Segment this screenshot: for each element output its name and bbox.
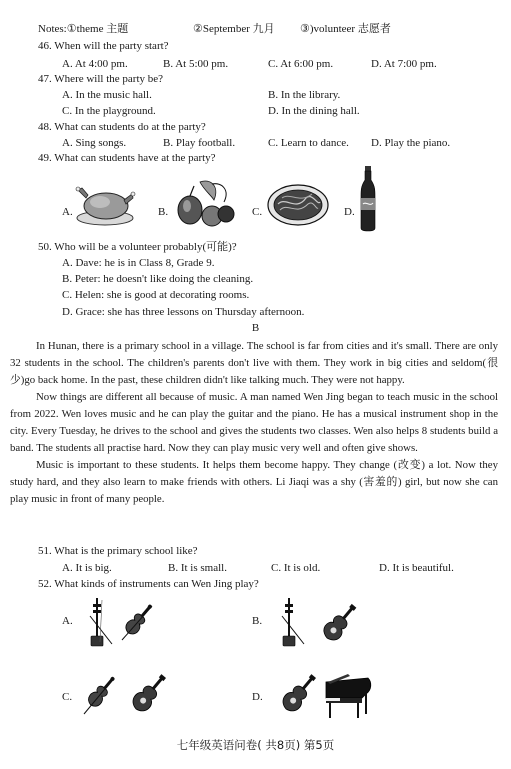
q46-option-b[interactable]: B. At 5:00 pm. [163, 58, 229, 70]
passage-paragraph-2: Now things are different all because of music. A man named Wen Jing began to teach music in the school from 2022. Wen loves music and he can play the guitar and the piano. He has a musical instrument shop in the city. Every Tuesday, he drives to the school and gives the students two classes. Wen also helps 8 students build a band. The students all practise hard. Now they can play music very well and often give shows. [10, 391, 498, 454]
q48-option-c[interactable]: C. Learn to dance. [268, 137, 349, 149]
q52-option-b[interactable]: B. [252, 615, 263, 627]
q52-stem: 52. What kinds of instruments can Wen Jing play? [38, 578, 259, 590]
q52-option-d[interactable]: D. [252, 691, 263, 703]
passage-paragraph-3: Music is important to these students. It helps them become happy. They change (改变) a lot. Now they study hard, and they also learn to make friends with others. Li Jiaqi was a shy (害羞的) girl, but now she can play music in front of many people. [10, 459, 498, 505]
q47-option-d[interactable]: D. In the dining hall. [268, 105, 360, 117]
grand-piano-icon [322, 674, 374, 720]
q51-stem: 51. What is the primary school like? [38, 545, 198, 557]
fruit-icon [170, 176, 238, 230]
q48-option-a[interactable]: A. Sing songs. [62, 137, 127, 149]
q49-stem: 49. What can students have at the party? [38, 152, 216, 164]
q48-option-d[interactable]: D. Play the piano. [371, 137, 451, 149]
guitar-icon-c [124, 670, 170, 722]
note-theme: ①theme 主题 [66, 23, 129, 35]
erhu-icon [88, 596, 114, 650]
q50-option-c[interactable]: C. Helen: she is good at decorating rooms. [62, 289, 250, 301]
notes-prefix: Notes: [38, 23, 67, 35]
notes-line [38, 22, 128, 36]
q47-option-a[interactable]: A. In the music hall. [62, 89, 152, 101]
note-volunteer: ③)volunteer 志愿者 [300, 23, 391, 35]
q46-stem: 46. When will the party start? [38, 40, 169, 52]
q48-option-b[interactable]: B. Play football. [163, 137, 236, 149]
q50-stem: 50. Who will be a volunteer probably(可能)? [38, 241, 237, 253]
q50-option-d[interactable]: D. Grace: she has three lessons on Thursday afternoon. [62, 306, 305, 318]
violin-icon [118, 600, 156, 644]
q51-option-b[interactable]: B. It is small. [168, 562, 227, 574]
q46-option-d[interactable]: D. At 7:00 pm. [371, 58, 437, 70]
guitar-icon-d [274, 670, 320, 722]
q51-option-d[interactable]: D. It is beautiful. [379, 562, 454, 574]
q46-option-c[interactable]: C. At 6:00 pm. [268, 58, 334, 70]
q49-option-a[interactable]: A. [62, 206, 73, 218]
q51-option-c[interactable]: C. It is old. [271, 562, 321, 574]
q49-option-d[interactable]: D. [344, 206, 355, 218]
q47-stem: 47. Where will the party be? [38, 73, 164, 85]
q52-option-a[interactable]: A. [62, 615, 73, 627]
q51-option-a[interactable]: A. It is big. [62, 562, 112, 574]
erhu-icon-b [280, 596, 306, 650]
q50-option-a[interactable]: A. Dave: he is in Class 8, Grade 9. [62, 257, 215, 269]
violin-icon-c [80, 672, 118, 718]
q46-option-a[interactable]: A. At 4:00 pm. [62, 58, 128, 70]
passage-paragraph-1: In Hunan, there is a primary school in a village. The school is far from cities and it's small. There are only 32 students in the school. The children's parents don't live with them. They work in big cities and seldom(很少)go back home. In the past, these children didn't like talking much. They were not happy. [10, 340, 498, 386]
q47-option-b[interactable]: B. In the library. [268, 89, 341, 101]
q52-option-c[interactable]: C. [62, 691, 73, 703]
noodles-plate-icon [266, 182, 330, 228]
q49-option-c[interactable]: C. [252, 206, 263, 218]
roast-chicken-icon [74, 180, 136, 228]
page-footer: 七年级英语问卷( 共8页) 第5页 [176, 738, 335, 752]
section-b-heading: B [251, 322, 260, 334]
note-september: ②September 九月 [193, 23, 275, 35]
reading-passage [10, 338, 498, 508]
q49-option-b[interactable]: B. [158, 206, 169, 218]
guitar-icon [316, 600, 360, 650]
cola-bottle-icon [359, 166, 377, 232]
q50-option-b[interactable]: B. Peter: he doesn't like doing the cleaning. [62, 273, 254, 285]
q48-stem: 48. What can students do at the party? [38, 121, 206, 133]
q47-option-c[interactable]: C. In the playground. [62, 105, 156, 117]
